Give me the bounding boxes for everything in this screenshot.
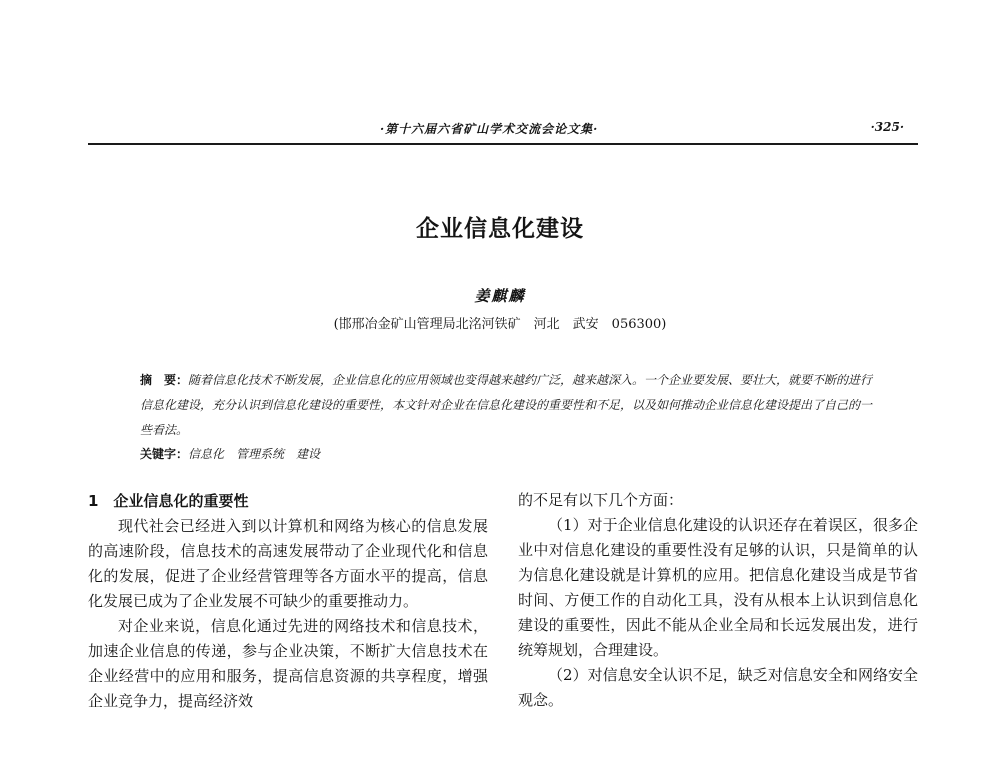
section-heading: 1 企业信息化的重要性 (88, 492, 249, 510)
page-number: ·325· (870, 120, 904, 134)
left-column (88, 488, 488, 714)
abstract-text: 随着信息化技术不断发展，企业信息化的应用领域也变得越来越约广泛，越来越深入。一个企业要发展、要壮大，就要不断的进行信息化建设，充分认识到信息化建设的重要性，本文针对企业在信息化建设的重要性和不足，以及如何推动企业信息化建设提出了自己的一些看法。 (140, 373, 873, 437)
journal-name: ·第十六届六省矿山学术交流会论文集· (380, 122, 599, 136)
body-paragraph: （1）对于企业信息化建设的认识还存在着误区，很多企业中对信息化建设的重要性没有足够的认识，只是简单的认为信息化建设就是计算机的应用。把信息化建设当成是节省时间、方便工作的自动化工具，没有从根本上认识到信息化建设的重要性，因此不能从企业全局和长远发展出发，进行统筹规划，合理建设。 (518, 516, 918, 659)
author-affiliation: (邯邢冶金矿山管理局北洺河铁矿 河北 武安 056300) (333, 317, 667, 332)
author-name: 姜麒麟 (474, 287, 526, 305)
body-paragraph: 现代社会已经进入到以计算机和网络为核心的信息发展的高速阶段，信息技术的高速发展带动了企业现代化和信息化的发展，促进了企业经营管理等各方面水平的提高，信息化发展已成为了企业发展不可缺少的重要推动力。 (88, 517, 488, 610)
body-paragraph: 对企业来说，信息化通过先进的网络技术和信息技术，加速企业信息的传递，参与企业决策，不断扩大信息技术在企业经营中的应用和服务，提高信息资源的共享程度，增强企业竞争力，提高经济效 (88, 617, 488, 710)
abstract-label: 摘 要： (140, 373, 189, 387)
header-rule (88, 143, 918, 145)
paper-title: 企业信息化建设 (416, 216, 584, 242)
right-column (518, 488, 918, 713)
body-paragraph: 的不足有以下几个方面： (518, 491, 684, 509)
abstract (140, 368, 880, 443)
body-paragraph: （2）对信息安全认识不足，缺乏对信息安全和网络安全观念。 (518, 666, 918, 709)
keywords (140, 443, 880, 465)
running-head (88, 116, 918, 138)
keywords-text: 信息化 管理系统 建设 (188, 447, 321, 461)
keywords-label: 关键字： (140, 447, 189, 461)
